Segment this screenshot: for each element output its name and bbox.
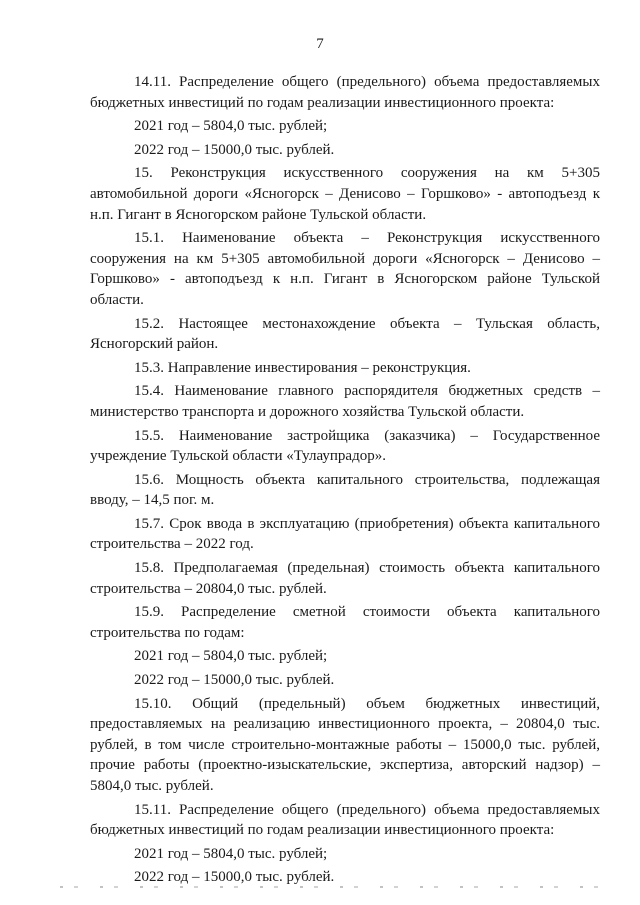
year-line-2022: 2022 год – 15000,0 тыс. рублей. bbox=[134, 141, 335, 158]
paragraph-15-10: 15.10. Общий (предельный) объем бюджетных инвестиций, предоставляемых на реализацию инвестиционного проекта, – 20804,0 тыс. рублей, в том числе строительно-монтажные работы – 15000,0 тыс. рублей, прочие работы (проектно-изыскательские, экспертиза, авторский надзор) – 5804,0 тыс. рублей. bbox=[90, 695, 600, 794]
year-line-2022: 2022 год – 15000,0 тыс. рублей. bbox=[134, 869, 335, 886]
year-line-2021: 2021 год – 5804,0 тыс. рублей; bbox=[134, 648, 328, 665]
paragraph-15-2: 15.2. Настоящее местонахождение объекта – Тульская область, Ясногорский район. bbox=[90, 315, 600, 353]
document-body bbox=[90, 72, 600, 888]
paragraph-15-7: 15.7. Срок ввода в эксплуатацию (приобретения) объекта капитального строительства – 2022 год. bbox=[90, 515, 600, 553]
paragraph-15-8: 15.8. Предполагаемая (предельная) стоимость объекта капитального строительства – 20804,0 тыс. рублей. bbox=[90, 560, 600, 597]
paragraph-14-11: 14.11. Распределение общего (предельного) объема предоставляемых бюджетных инвестиций по годам реализации инвестиционного проекта: bbox=[90, 74, 600, 111]
paragraph-15-5: 15.5. Наименование застройщика (заказчика) – Государственное учреждение Тульской области «Тулаупрадор». bbox=[90, 427, 600, 465]
year-line-2021: 2021 год – 5804,0 тыс. рублей; bbox=[134, 845, 328, 862]
paragraph-15-11: 15.11. Распределение общего (предельного) объема предоставляемых бюджетных инвестиций по годам реализации инвестиционного проекта: bbox=[90, 801, 600, 839]
paragraph-15-4: 15.4. Наименование главного распорядителя бюджетных средств – министерство транспорта и дорожного хозяйства Тульской области. bbox=[90, 383, 600, 420]
paragraph-15-3: 15.3. Направление инвестирования – реконструкция. bbox=[134, 359, 471, 376]
page-number: 7 bbox=[316, 36, 324, 52]
year-line-2021: 2021 год – 5804,0 тыс. рублей; bbox=[134, 118, 328, 135]
paragraph-15: 15. Реконструкция искусственного сооружения на км 5+305 автомобильной дороги «Ясногорск – Денисово – Горшково» - автоподъезд к н.п. Гигант в Ясногорском районе Тульской области. bbox=[90, 165, 600, 223]
paragraph-15-6: 15.6. Мощность объекта капитального строительства, подлежащая вводу, – 14,5 пог. м. bbox=[90, 471, 600, 509]
paragraph-15-1: 15.1. Наименование объекта – Реконструкция искусственного сооружения на км 5+305 автомобильной дороги «Ясногорск – Денисово – Горшково» - автоподъезд к н.п. Гигант в Ясногорском районе Тульской области. bbox=[90, 230, 600, 308]
paragraph-15-9: 15.9. Распределение сметной стоимости объекта капитального строительства по годам: bbox=[90, 604, 600, 641]
scan-artifact-line bbox=[60, 886, 620, 888]
year-line-2022: 2022 год – 15000,0 тыс. рублей. bbox=[134, 672, 335, 689]
